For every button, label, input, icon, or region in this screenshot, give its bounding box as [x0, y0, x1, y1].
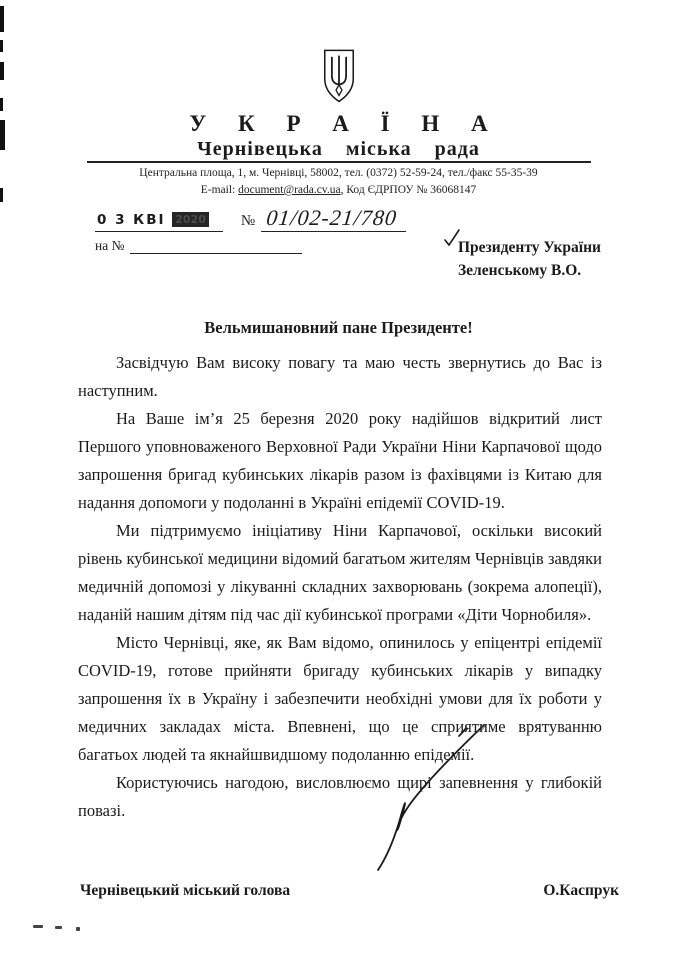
- paragraph: Засвідчую Вам високу повагу та маю честь звернутись до Вас із наступним.: [78, 353, 602, 400]
- signer-title: Чернівецький міський голова: [80, 882, 291, 899]
- addressee-block: [458, 236, 601, 282]
- scan-artifact: [0, 6, 4, 32]
- addressee-position: Президенту України: [458, 239, 601, 256]
- scan-artifact: [0, 98, 3, 111]
- header-divider: [87, 161, 591, 163]
- scan-artifact: [0, 120, 5, 150]
- scan-artifact: [55, 926, 62, 929]
- scan-artifact: [0, 62, 4, 80]
- date-stamp: [95, 212, 223, 232]
- country-title: У К Р А Ї Н А: [189, 111, 501, 136]
- letterhead: [0, 0, 677, 197]
- paragraph: На Ваше ім’я 25 березня 2020 року надійшов відкритий лист Першого уповноваженого Верховної Ради України Ніни Карпачової щодо запрошення бригад кубинських лікарів разом із фахівцями із Китаю для надання допомоги у подоланні в Україні епідемії COVID-19.: [78, 409, 602, 512]
- addressee-name: Зеленському В.О.: [458, 262, 582, 279]
- date-stamp-day-month: 0 3 КВІ: [97, 212, 166, 228]
- email-label: E-mail:: [200, 184, 239, 196]
- edrpou-code: , Код ЄДРПОУ № 36068147: [340, 184, 477, 196]
- scan-artifact: [76, 927, 80, 931]
- scan-artifact: [0, 40, 3, 52]
- scan-artifact: [33, 925, 43, 928]
- paragraph: Ми підтримуємо ініціативу Ніни Карпачової, оскільки високий рівень кубинської медицини відомий багатьом жителям Чернівців завдяки медичній допомозі у лікуванні складних захворювань (зокрема алопеції), наданій нашим дітям під час дії кубинської програми «Діти Чорнобиля».: [78, 521, 602, 624]
- paragraph: Місто Чернівці, яке, як Вам відомо, опинилось у епіцентрі епідемії COVID-19, готове прийняти бригаду кубинських лікарів у випадку запрошення їх в Україну і забезпечити необхідні умови для їх роботи у медичних закладах міста. Впевнені, що це сприятиме врятуванню багатьох людей та якнайшвидшому подоланню епідемії.: [78, 633, 602, 764]
- signer-name: О.Каспрук: [543, 882, 619, 899]
- number-label: №: [240, 213, 256, 229]
- ukraine-trident-shield-icon: [320, 48, 358, 105]
- date-stamp-year: 2020: [172, 212, 209, 227]
- org-address: Центральна площа, 1, м. Чернівці, 58002, тел. (0372) 52-59-24, тел./факс 55-35-39: [139, 167, 538, 179]
- organization-name: Чернівецька міська рада: [197, 138, 480, 160]
- letter-body: [78, 349, 602, 825]
- paragraph: Користуючись нагодою, висловлюємо щирі запевнення у глибокій повазі.: [78, 773, 602, 820]
- email-address: document@rada.cv.ua: [238, 184, 341, 196]
- reply-to-label: на №: [95, 238, 125, 253]
- salutation: Вельмишановний пане Президенте!: [204, 318, 473, 337]
- checkmark-icon: [442, 228, 462, 248]
- signature-block: [80, 882, 619, 900]
- handwritten-signature-icon: [368, 722, 493, 872]
- scan-artifact: [0, 188, 3, 202]
- reply-number-blank: [130, 239, 302, 254]
- outgoing-number-handwritten: 01/02-21/780: [261, 205, 408, 232]
- org-contact-line: [0, 183, 677, 197]
